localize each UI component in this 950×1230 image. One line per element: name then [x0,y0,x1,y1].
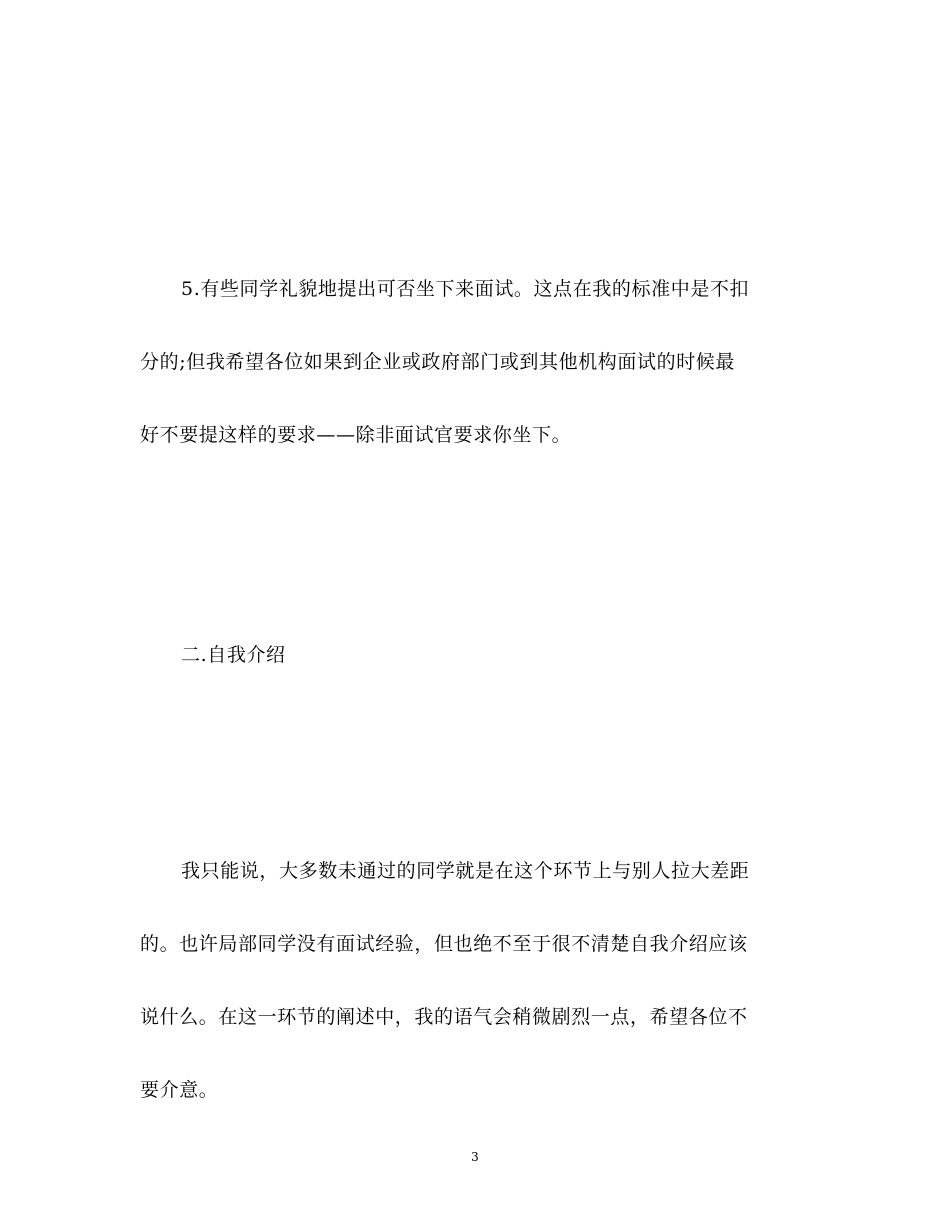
paragraph-2-line-2: 的。也许局部同学没有面试经验，但也绝不至于很不清楚自我介绍应该 [140,933,748,955]
paragraph-2-line-4: 要介意。 [140,1079,219,1101]
page-number: 3 [471,1150,479,1164]
paragraph-2-line-3: 说什么。在这一环节的阐述中，我的语气会稍微剧烈一点，希望各位不 [140,1006,748,1028]
paragraph-1-line-2: 分的;但我希望各位如果到企业或政府部门或到其他机构面试的时候最 [140,351,736,373]
paragraph-1-line-3: 好不要提这样的要求——除非面试官要求你坐下。 [140,424,572,446]
paragraph-1-line-1: 5.有些同学礼貌地提出可否坐下来面试。这点在我的标准中是不扣 [181,278,750,300]
paragraph-2-line-1: 我只能说，大多数未通过的同学就是在这个环节上与别人拉大差距 [181,860,750,882]
section-heading: 二.自我介绍 [181,644,286,666]
